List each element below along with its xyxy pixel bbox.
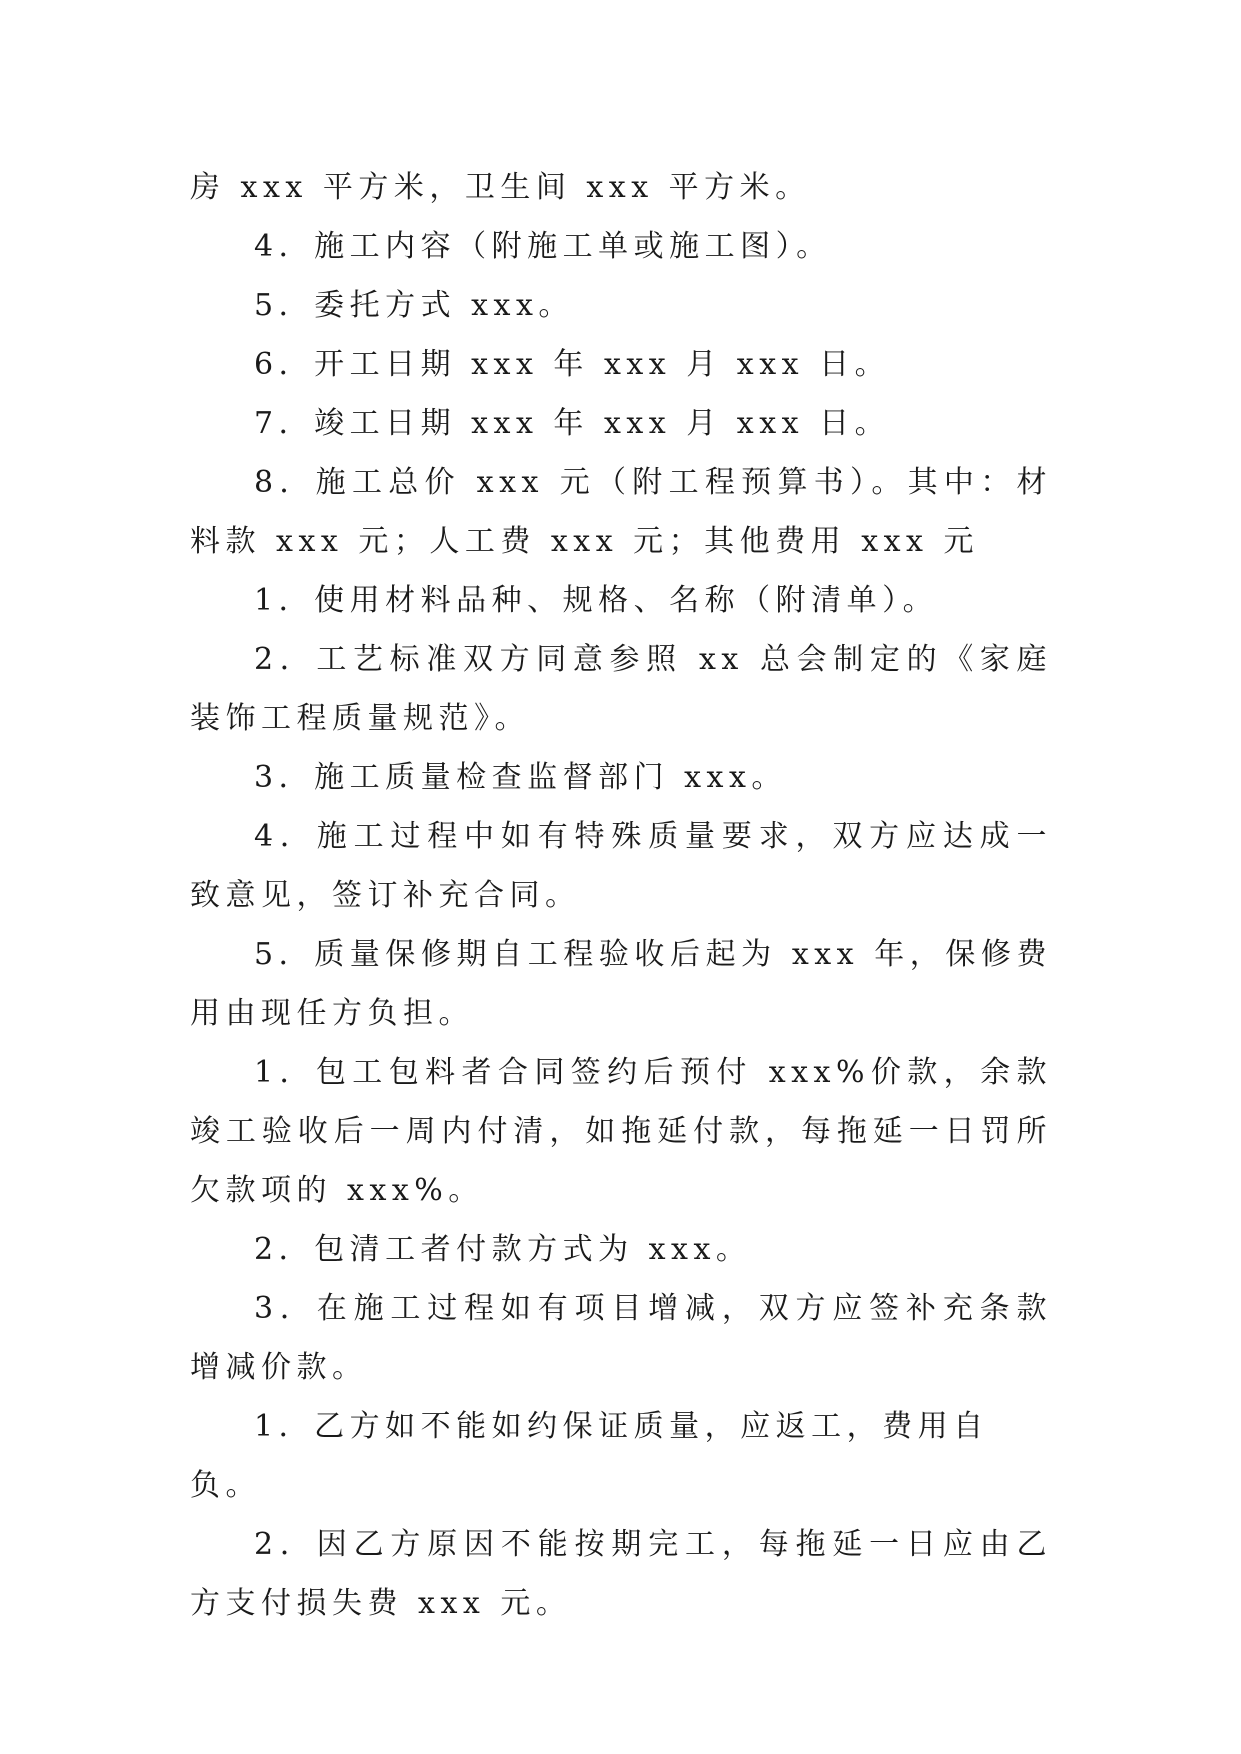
paragraph-construction-content: 4．施工内容（附施工单或施工图）。 [254, 229, 832, 264]
paragraph-warranty: 5．质量保修期自工程验收后起为 xxx 年，保修费用由现任方负担。 [190, 937, 1052, 1031]
paragraph-total-price: 8．施工总价 xxx 元（附工程预算书）。其中：材料款 xxx 元；人工费 xxx 元；其他费用 xxx 元 [190, 465, 1052, 559]
paragraph-process-standard: 2．工艺标准双方同意参照 xx 总会制定的《家庭装饰工程质量规范》。 [190, 642, 1052, 736]
paragraph-completion-date: 7．竣工日期 xxx 年 xxx 月 xxx 日。 [254, 406, 891, 441]
paragraph-materials: 1．使用材料品种、规格、名称（附清单）。 [254, 583, 939, 618]
paragraph-start-date: 6．开工日期 xxx 年 xxx 月 xxx 日。 [254, 347, 891, 382]
paragraph-special-quality: 4．施工过程中如有特殊质量要求，双方应达成一致意见，签订补充合同。 [190, 819, 1052, 913]
document-body [190, 158, 1052, 1633]
paragraph-prepayment: 1．包工包料者合同签约后预付 xxx%价款，余款竣工验收后一周内付清，如拖延付款，每拖延一日罚所欠款项的 xxx%。 [190, 1055, 1052, 1208]
paragraph-quality-supervision: 3．施工质量检查监督部门 xxx。 [254, 760, 787, 795]
paragraph-commission-method: 5．委托方式 xxx。 [254, 288, 574, 323]
paragraph-rework: 1．乙方如不能如约保证质量，应返工，费用自负。 [190, 1409, 989, 1503]
paragraph-area-continuation: 房 xxx 平方米，卫生间 xxx 平方米。 [190, 170, 811, 205]
paragraph-delay-penalty: 2．因乙方原因不能按期完工，每拖延一日应由乙方支付损失费 xxx 元。 [190, 1527, 1052, 1621]
paragraph-labor-payment: 2．包清工者付款方式为 xxx。 [254, 1232, 752, 1267]
paragraph-item-changes: 3．在施工过程如有项目增减，双方应签补充条款增减价款。 [190, 1291, 1052, 1385]
